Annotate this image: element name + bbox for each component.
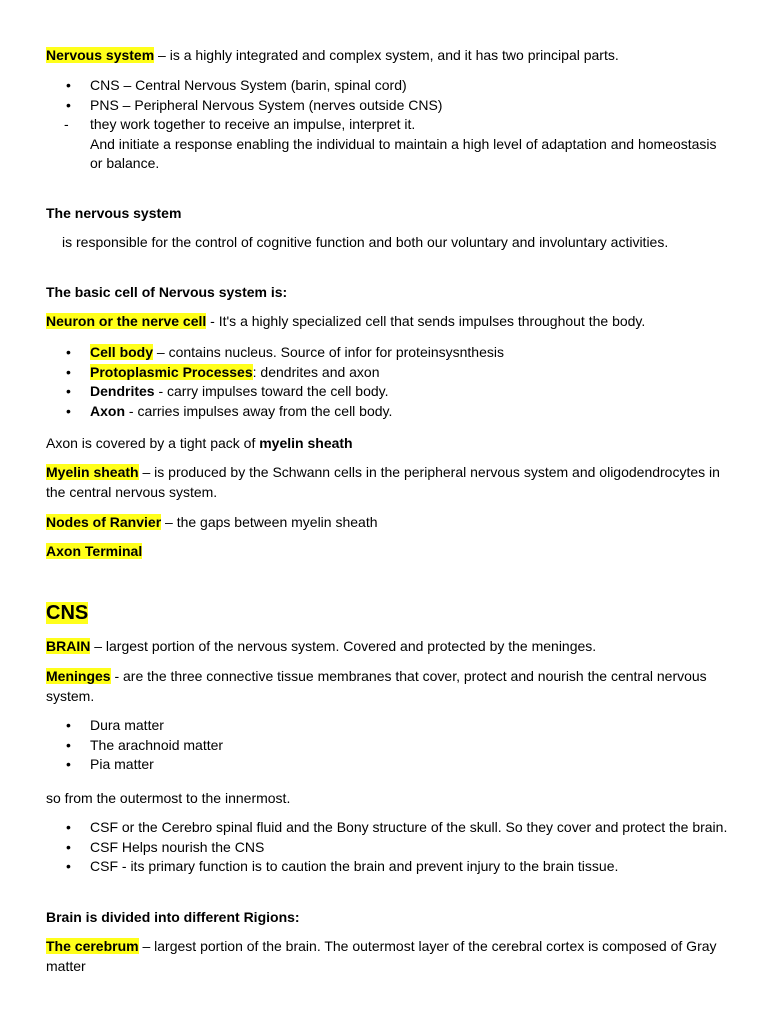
bullet-icon: • bbox=[66, 383, 71, 399]
list-item bbox=[46, 736, 728, 756]
cerebrum-paragraph bbox=[46, 937, 728, 976]
bullet-icon: • bbox=[66, 717, 71, 733]
intro-text: – is a highly integrated and complex system, and it has two principal parts. bbox=[154, 47, 619, 63]
bullet-icon: • bbox=[66, 363, 71, 380]
heading-brain-regions: Brain is divided into different Rigions: bbox=[46, 909, 300, 925]
list-item-text: CSF Helps nourish the CNS bbox=[90, 838, 265, 855]
list-item bbox=[46, 115, 728, 135]
list-item-text: - carries impulses away from the cell body. bbox=[125, 402, 393, 419]
term-protoplasmic: Protoplasmic Processes bbox=[90, 363, 253, 380]
bullet-icon: • bbox=[66, 77, 71, 93]
list-item-text: - carry impulses toward the cell body. bbox=[154, 383, 389, 399]
bullet-icon: • bbox=[66, 756, 71, 772]
bullet-icon: • bbox=[66, 96, 71, 113]
list-item-text: And initiate a response enabling the individual to maintain a high level of adaptation and homeostasis or balance. bbox=[90, 135, 717, 171]
meninges-list bbox=[46, 716, 728, 775]
meninges-text: - are the three connective tissue membranes that cover, protect and nourish the central nervous system. bbox=[46, 668, 707, 704]
list-item bbox=[46, 857, 728, 877]
axon-terminal-paragraph bbox=[46, 542, 728, 562]
list-item-text: Pia matter bbox=[90, 756, 154, 772]
term-cell-body: Cell body bbox=[90, 344, 154, 360]
list-item-text: CNS – Central Nervous System (barin, spinal cord) bbox=[90, 77, 407, 93]
list-item-text: Dura matter bbox=[90, 717, 164, 733]
list-item bbox=[46, 96, 728, 116]
brain-text: – largest portion of the nervous system. Covered and protected by the meninges. bbox=[90, 638, 597, 654]
bullet-icon: • bbox=[66, 344, 71, 360]
list-item bbox=[46, 755, 728, 775]
list-item bbox=[46, 838, 728, 858]
cerebrum-text: – largest portion of the brain. The outermost layer of the cerebral cortex is composed of Gray matter bbox=[46, 938, 717, 974]
term-dendrites: Dendrites bbox=[90, 383, 155, 399]
list-item bbox=[46, 76, 728, 96]
term-nervous-system: Nervous system bbox=[46, 47, 155, 63]
ns-body-text: is responsible for the control of cognitive function and both our voluntary and involuntary activities. bbox=[62, 234, 669, 250]
list-item-continuation bbox=[46, 135, 728, 174]
term-myelin-bold: myelin sheath bbox=[259, 435, 353, 451]
bullet-icon: • bbox=[66, 402, 71, 419]
ns-body bbox=[46, 233, 728, 253]
axon-cover-text: Axon is covered by a tight pack of bbox=[46, 435, 260, 451]
nodes-text: – the gaps between myelin sheath bbox=[161, 514, 378, 530]
term-axon: Axon bbox=[90, 402, 125, 419]
bullet-icon: • bbox=[66, 736, 71, 753]
list-item bbox=[46, 382, 728, 402]
heading-basic-cell: The basic cell of Nervous system is: bbox=[46, 284, 288, 300]
term-brain: BRAIN bbox=[46, 638, 91, 654]
term-myelin-sheath: Myelin sheath bbox=[46, 464, 139, 480]
term-meninges: Meninges bbox=[46, 668, 111, 684]
dash-icon: - bbox=[64, 116, 69, 132]
order-paragraph: so from the outermost to the innermost. bbox=[46, 790, 291, 806]
bullet-icon: • bbox=[66, 858, 71, 874]
axon-cover-paragraph bbox=[46, 434, 728, 454]
brain-paragraph bbox=[46, 637, 728, 657]
bullet-icon: • bbox=[66, 838, 71, 855]
cns-title: CNS bbox=[46, 602, 89, 624]
term-neuron: Neuron or the nerve cell bbox=[46, 313, 207, 329]
neuron-text: - It's a highly specialized cell that sends impulses throughout the body. bbox=[206, 313, 646, 329]
list-item-text: PNS – Peripheral Nervous System (nerves outside CNS) bbox=[90, 96, 443, 113]
csf-list bbox=[46, 818, 728, 877]
intro-paragraph bbox=[46, 46, 728, 66]
list-item bbox=[46, 402, 728, 422]
term-axon-terminal: Axon Terminal bbox=[46, 543, 143, 559]
list-item-text: they work together to receive an impulse, interpret it. bbox=[90, 116, 416, 132]
list-item bbox=[46, 363, 728, 383]
neuron-paragraph bbox=[46, 312, 728, 332]
meninges-paragraph bbox=[46, 667, 728, 706]
list-item-text: The arachnoid matter bbox=[90, 736, 224, 753]
term-nodes-ranvier: Nodes of Ranvier bbox=[46, 514, 162, 530]
term-cerebrum: The cerebrum bbox=[46, 938, 139, 954]
cns-heading bbox=[46, 601, 728, 625]
list-item bbox=[46, 818, 728, 838]
bullet-icon: • bbox=[66, 819, 71, 835]
heading-nervous-system: The nervous system bbox=[46, 205, 182, 221]
list-item-text: CSF - its primary function is to caution the brain and prevent injury to the brain tissue. bbox=[90, 858, 619, 874]
myelin-paragraph bbox=[46, 463, 728, 502]
list-item bbox=[46, 343, 728, 363]
list-item-text: : dendrites and axon bbox=[252, 363, 380, 380]
list-item-text: – contains nucleus. Source of infor for proteinsysnthesis bbox=[153, 344, 504, 360]
intro-list bbox=[46, 76, 728, 174]
list-item-text: CSF or the Cerebro spinal fluid and the Bony structure of the skull. So they cover and protect the brain. bbox=[90, 819, 728, 835]
neuron-list bbox=[46, 343, 728, 421]
list-item bbox=[46, 716, 728, 736]
nodes-paragraph bbox=[46, 513, 728, 533]
myelin-text: – is produced by the Schwann cells in the peripheral nervous system and oligodendrocytes in the central nervous system. bbox=[46, 464, 720, 500]
